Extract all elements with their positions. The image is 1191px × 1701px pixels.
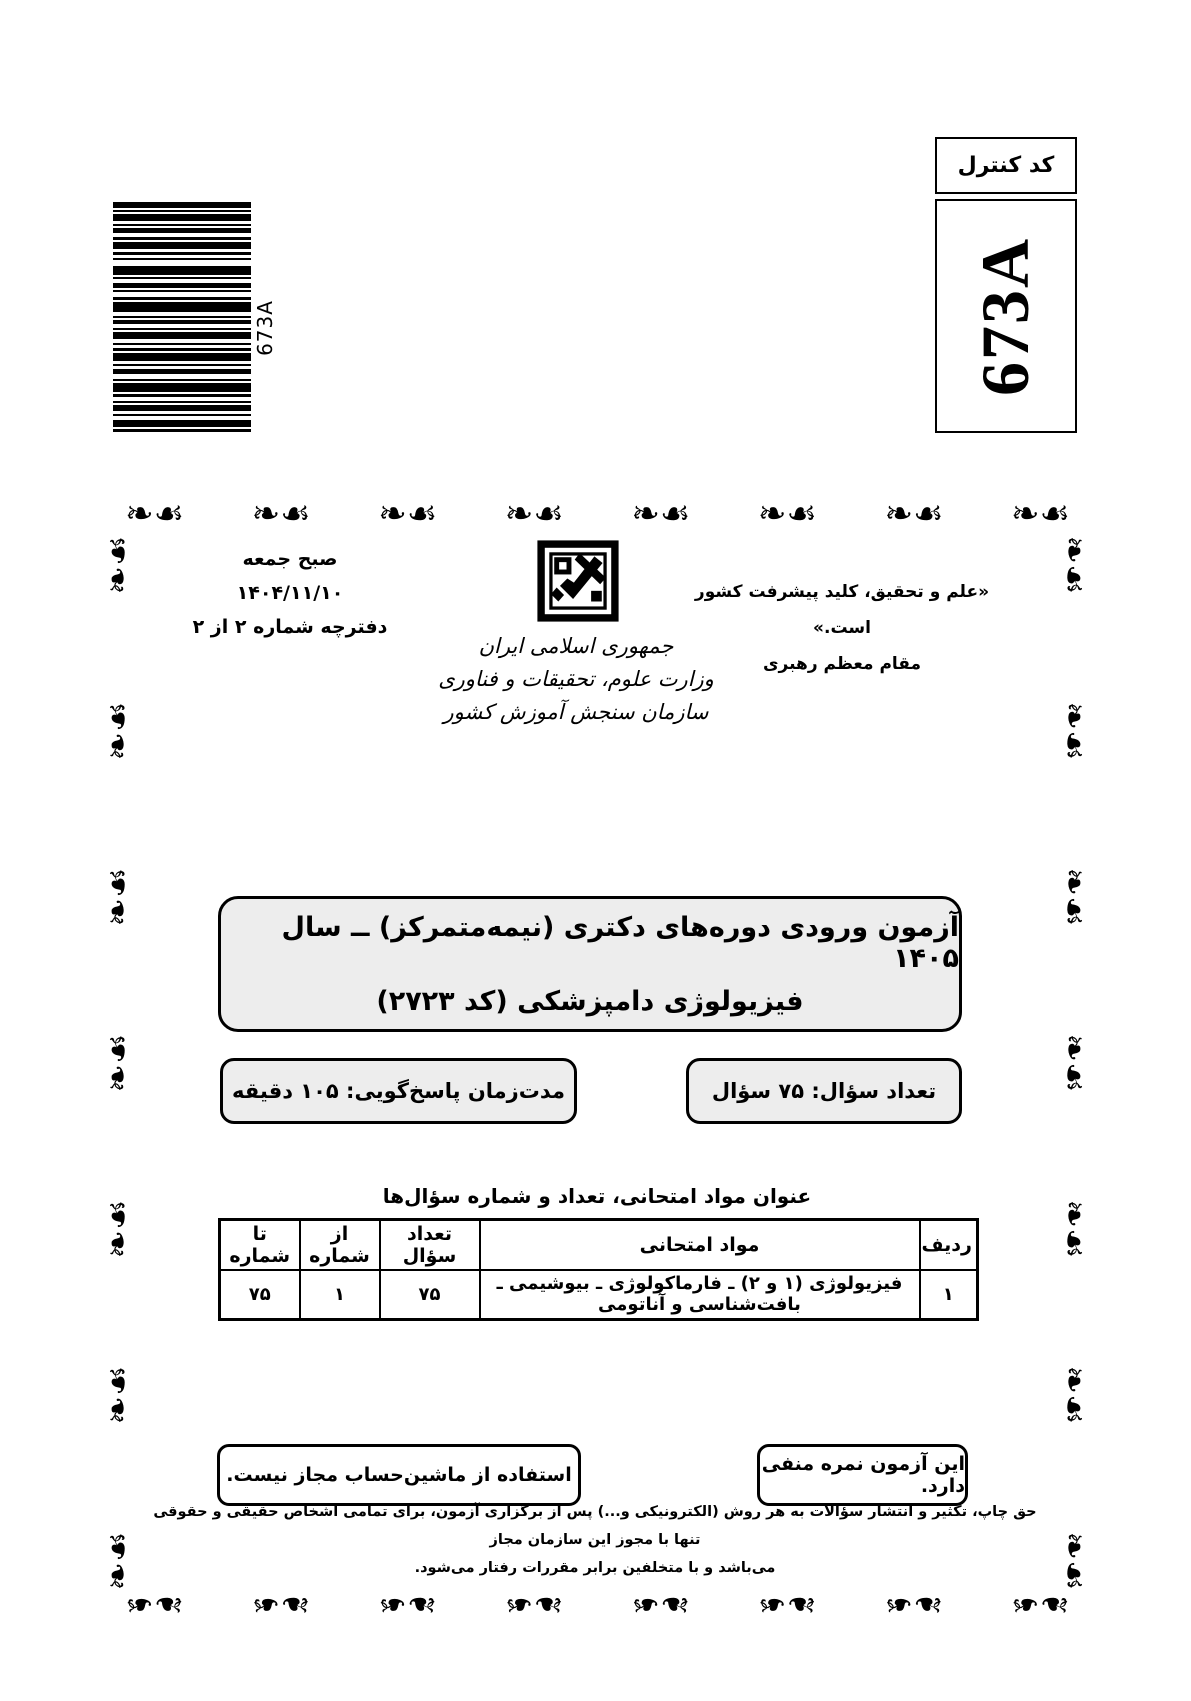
ornament-motif: ☙❧ (884, 1584, 944, 1624)
header-row-number: ردیف (920, 1220, 978, 1270)
ornament-motif: ☙❧ (378, 494, 438, 534)
header-question-count: تعداد سؤال (380, 1220, 480, 1270)
ornament-motif: ☙❧ (631, 494, 691, 534)
ornament-border-left (96, 535, 140, 1591)
control-code-box (935, 199, 1077, 433)
ornament-motif: ☙❧ (757, 494, 817, 534)
control-code-value: 673A (967, 236, 1044, 396)
ornament-motif: ☙❧ (251, 494, 311, 534)
session-label: صبح جمعه (242, 548, 338, 570)
copyright-notice (145, 1498, 1045, 1582)
copyright-line2: می‌باشد و با متخلفین برابر مقررات رفتار می‌شود. (414, 1560, 776, 1576)
ornament-motif: ☙❧ (125, 1584, 185, 1624)
ornament-motif: ☙❧ (757, 1584, 817, 1624)
ornament-motif: ☙❧ (98, 1199, 138, 1259)
org-agency: سازمان سنجش آموزش کشور (443, 700, 709, 724)
ornament-motif: ☙❧ (125, 494, 185, 534)
org-ministry: وزارت علوم، تحقیقات و فناوری (438, 667, 714, 691)
cell-to-number: ۷۵ (220, 1270, 300, 1320)
exam-title-line1: آزمون ورودی دوره‌های دکتری (نیمه‌متمرکز) ــ سال ۱۴۰۵ (281, 911, 959, 974)
ornament-motif: ☙❧ (1011, 494, 1070, 534)
subjects-table (218, 1218, 979, 1321)
ornament-motif: ☙❧ (504, 1584, 564, 1624)
quote-text: «علم و تحقیق، کلید پیشرفت کشور است.» (694, 582, 990, 638)
exam-date: ۱۴۰۴/۱۱/۱۰ (236, 582, 344, 604)
question-count-box: تعداد سؤال: ۷۵ سؤال (686, 1058, 962, 1124)
ornament-motif: ☙❧ (251, 1584, 311, 1624)
ornament-border-top (125, 492, 1070, 536)
ornament-motif: ☙❧ (98, 535, 138, 595)
ornament-motif: ☙❧ (378, 1584, 438, 1624)
table-header-row (220, 1220, 978, 1270)
table-row (220, 1270, 978, 1320)
ornament-motif: ☙❧ (1053, 1199, 1093, 1259)
ornament-motif: ☙❧ (98, 1033, 138, 1093)
ornament-border-right (1051, 535, 1095, 1591)
org-country: جمهوری اسلامی ایران (478, 634, 674, 658)
barcode-label (250, 268, 280, 388)
booklet-number: دفترچه شماره ۲ از ۲ (192, 616, 388, 638)
ornament-border-bottom (125, 1582, 1070, 1626)
ornament-motif: ☙❧ (1053, 701, 1093, 761)
cell-from-number: ۱ (300, 1270, 380, 1320)
ornament-motif: ☙❧ (98, 867, 138, 927)
ornament-motif: ☙❧ (1053, 1033, 1093, 1093)
quote-attribution: مقام معظم رهبری (762, 654, 922, 674)
ornament-motif: ☙❧ (884, 494, 944, 534)
barcode-label-text: 673A (252, 300, 277, 356)
header-to-number: تا شماره (220, 1220, 300, 1270)
quote-block (672, 574, 1012, 682)
ornament-motif: ☙❧ (504, 494, 564, 534)
ornament-motif: ☙❧ (1011, 1584, 1070, 1624)
ministry-logo-icon (537, 540, 619, 622)
table-caption: عنوان مواد امتحانی، تعداد و شماره سؤال‌ها (382, 1184, 812, 1208)
calculator-notice: استفاده از ماشین‌حساب مجاز نیست. (217, 1444, 581, 1506)
control-code-label: کد کنترل (935, 137, 1077, 194)
ornament-motif: ☙❧ (98, 1531, 138, 1591)
ornament-motif: ☙❧ (98, 1365, 138, 1425)
exam-title-line2: فیزیولوژی دامپزشکی (کد ۲۷۲۳) (376, 985, 804, 1017)
ornament-motif: ☙❧ (1053, 1365, 1093, 1425)
cell-question-count: ۷۵ (380, 1270, 480, 1320)
header-from-number: از شماره (300, 1220, 380, 1270)
copyright-line1: حق چاپ، تکثیر و انتشار سؤالات به هر روش (الکترونیکی و...) پس از برگزاری آزمون، برای تمامی اشخاص حقیقی و حقوقی تنها با مجوز این سازمان مجاز (153, 1504, 1037, 1548)
schedule-block (170, 542, 410, 644)
ornament-motif: ☙❧ (1053, 1531, 1093, 1591)
barcode (113, 202, 251, 435)
ornament-motif: ☙❧ (98, 701, 138, 761)
ornament-motif: ☙❧ (1053, 867, 1093, 927)
cell-subjects: فیزیولوژی (۱ و ۲) ـ فارماکولوژی ـ بیوشیمی ـ بافت‌شناسی و آناتومی (480, 1270, 920, 1320)
header-subjects: مواد امتحانی (480, 1220, 920, 1270)
negative-score-notice: این آزمون نمره منفی دارد. (757, 1444, 968, 1506)
ornament-motif: ☙❧ (631, 1584, 691, 1624)
ornament-motif: ☙❧ (1053, 535, 1093, 595)
cell-row-number: ۱ (920, 1270, 978, 1320)
duration-box: مدت‌زمان پاسخ‌گویی: ۱۰۵ دقیقه (220, 1058, 577, 1124)
exam-title-box (218, 896, 962, 1032)
